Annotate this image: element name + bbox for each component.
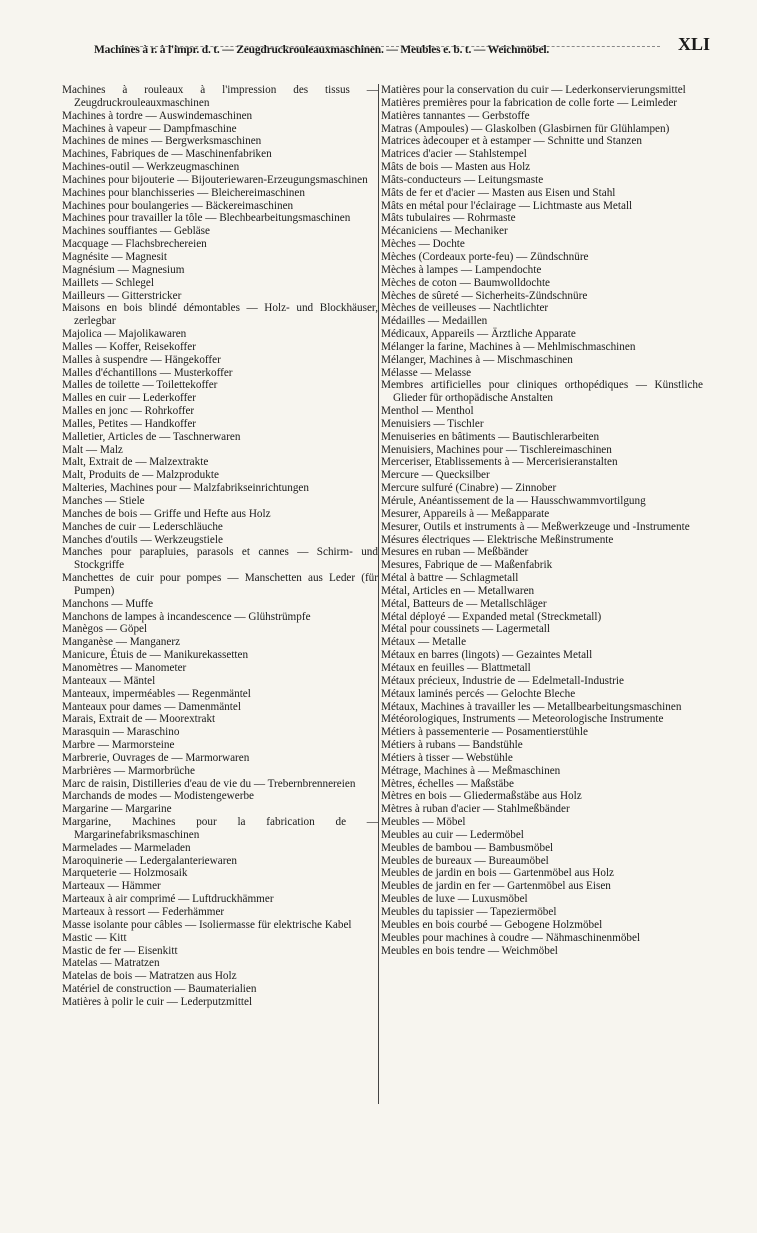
index-entry: Mèches — Dochte [381,238,465,251]
index-entry: Manches — Stiele [62,495,145,507]
index-entry: Manteaux — Mäntel [62,674,156,687]
index-entry: Mésures électriques — Elektrische Meßinstrumente [381,533,614,546]
index-entry: Marc de raisin, Distilleries d'eau de vie du — Trebernbrennereien [62,777,356,790]
index-entry: Marqueterie — Holzmosaik [62,867,188,880]
index-entry: Mesures en ruban — Meßbänder [381,546,529,559]
index-entry: Matras (Ampoules) — Glaskolben (Glasbirnen für Glühlampen) [381,122,670,135]
index-entry: Mâts en métal pour l'éclairage — Lichtmaste aus Metall [381,199,633,212]
index-entry: Mailleurs — Gitterstricker [62,289,182,302]
index-entry: Mâts de fer et d'acier — Masten aus Eisen und Stahl [381,186,616,199]
index-entry: Maillets — Schlegel [62,276,154,289]
index-entry: Macquage — Flachsbrechereien [62,238,207,251]
index-entry: Masse isolante pour câbles — Isoliermasse für elektrische Kabel [62,918,352,931]
index-entry: Matières pour la conservation du cuir — Lederkonservierungsmittel [381,84,686,96]
index-entry: Mesurer, Appareils à — Meßapparate [381,507,550,520]
index-entry: Manches de cuir — Lederschläuche [62,520,223,533]
index-entry: Manègos — Göpel [62,623,148,636]
index-entry: Machines pour boulangeries — Bäckereimaschinen [62,199,294,212]
index-entry: Médicaux, Appareils — Ärztliche Apparate [381,328,576,341]
index-entry: Maroquinerie — Ledergalanteriewaren [62,854,237,867]
index-entry: Menuisiers — Tischler [381,417,484,430]
index-entry: Marchands de modes — Modistengewerbe [62,790,255,803]
index-entry: Magnésium — Magnesium [62,263,185,276]
column-divider [378,84,379,1104]
index-entry: Malles à suspendre — Hängekoffer [62,353,221,366]
index-entry: Mèches à lampes — Lampendochte [381,263,542,276]
index-entry: Métrage, Machines à — Meßmaschinen [381,764,561,777]
index-entry: Mâts de bois — Masten aus Holz [381,161,531,174]
index-entry: Marteaux à ressort — Federhämmer [62,906,225,918]
index-entry: Mérule, Anéantissement de la — Hausschwammvortilgung [381,495,646,507]
index-entry: Marais, Extrait de — Moorextrakt [62,713,216,726]
index-entry: Manicure, Étuis de — Manikurekassetten [62,649,249,662]
index-entry: Machines de mines — Bergwerksmaschinen [62,135,262,148]
index-entry: Manches pour parapluies, parasols et cannes — Schirm- und Stockgriffe [62,546,378,572]
index-entry: Machines pour bijouterie — Bijouteriewaren-Erzeugungsmaschinen [62,173,368,186]
index-entry: Matériel de construction — Baumaterialien [62,983,257,996]
index-entry: Métaux, Machines à travailler les — Metallbearbeitungsmaschinen [381,700,682,713]
index-entry: Meubles au cuir — Ledermöbel [381,828,524,841]
index-entry: Mastic de fer — Eisenkitt [62,944,178,957]
index-entry: Mastic — Kitt [62,931,127,944]
index-entry: Mèches (Cordeaux porte-feu) — Zündschnüre [381,250,589,263]
right-column [381,84,703,957]
index-entry: Meubles pour machines à coudre — Nähmaschinenmöbel [381,931,641,944]
index-entry: Machines, Fabriques de — Maschinenfabriken [62,148,272,161]
index-entry: Mètres à ruban d'acier — Stahlmeßbänder [381,803,570,816]
index-entry: Métaux en barres (lingots) — Gezaintes Metall [381,649,593,662]
index-entry: Métal pour coussinets — Lagermetall [381,623,551,636]
index-entry: Menuisiers, Machines pour — Tischlereimaschinen [381,443,612,456]
index-entry: Mâts-conducteurs — Leitungsmaste [381,173,544,186]
index-entry: Manomètres — Manometer [62,661,187,674]
index-entry: Matelas — Matratzen [62,957,160,970]
index-entry: Meubles de luxe — Luxusmöbel [381,893,528,906]
index-entry: Meubles de bureaux — Bureaumöbel [381,854,549,867]
index-entry: Malletier, Articles de — Taschnerwaren [62,430,241,443]
index-entry: Malles en cuir — Lederkoffer [62,392,196,405]
index-entry: Marbre — Marmorsteine [62,739,175,752]
index-entry: Manteaux, imperméables — Regenmäntel [62,687,251,700]
index-entry: Machines-outil — Werkzeugmaschinen [62,161,240,174]
index-entry: Margarine, Machines pour la fabrication de — Margarinefabriksmaschinen [62,816,378,841]
index-entry: Malles, Petites — Handkoffer [62,417,197,430]
index-entry: Mètres en bois — Gliedermaßstäbe aus Holz [381,790,582,803]
index-entry: Manchons — Muffe [62,597,154,610]
index-entry: Mercure — Quecksilber [381,469,490,482]
index-entry: Métal, Articles en — Metallwaren [381,584,535,597]
index-entry: Menuiseries en bâtiments — Bautischlerarbeiten [381,430,600,443]
index-entry: Météorologiques, Instruments — Meteorologische Instrumente [381,713,664,726]
index-entry: Mesures, Fabrique de — Maßenfabrik [381,559,553,572]
index-entry: Métaux précieux, Industrie de — Edelmetall-Industrie [381,674,624,687]
index-entry: Majolica — Majolikawaren [62,328,187,341]
index-entry: Mesurer, Outils et instruments à — Meßwerkzeuge und -Instrumente [381,520,690,533]
index-entry: Machines pour travailler la tôle — Blechbearbeitungsmaschinen [62,212,351,225]
index-entry: Mèches de coton — Baumwolldochte [381,276,551,289]
index-entry: Manteaux pour dames — Damenmäntel [62,700,241,713]
index-entry: Métaux laminés percés — Gelochte Bleche [381,687,576,700]
index-entry: Manches de bois — Griffe und Hefte aus Holz [62,507,271,520]
index-entry: Malles en jonc — Rohrkoffer [62,405,195,418]
index-entry: Marteaux à air comprimé — Luftdruckhämmer [62,893,274,906]
index-entry: Malles de toilette — Toilettekoffer [62,379,218,392]
index-entry: Métaux en feuilles — Blattmetall [381,661,531,674]
index-entry: Matrices d'acier — Stahlstempel [381,148,527,161]
running-head: Machines à r. à l'impr. d. t. — Zeugdruckrouleauxmaschinen. — Meubles e. b. t. — Weichmöbel. [94,44,550,56]
index-entry: Mèches de veilleuses — Nachtlichter [381,302,549,315]
index-entry: Menthol — Menthol [381,405,474,418]
index-entry: Machines à vapeur — Dampfmaschine [62,122,237,135]
index-entry: Marmelades — Marmeladen [62,841,191,854]
index-entry: Matrices àdecouper et à estamper — Schnitte und Stanzen [381,135,642,148]
index-entry: Machines souffiantes — Gebläse [62,225,210,238]
index-entry: Mercure sulfuré (Cinabre) — Zinnober [381,482,557,495]
index-entry: Meubles du tapissier — Tapeziermöbel [381,906,557,918]
index-entry: Machines pour blanchisseries — Bleichereimaschinen [62,186,305,199]
index-entry: Membres artificielles pour cliniques orthopédiques — Künstliche Glieder für orthopädische Anstalten [381,379,703,405]
index-entry: Malles — Koffer, Reisekoffer [62,340,196,353]
index-entry: Marbrières — Marmorbrüche [62,764,195,777]
page-header [60,32,710,62]
index-entry: Métal déployé — Expanded metal (Streckmetall) [381,610,602,623]
index-entry: Mélanger la farine, Machines à — Mehlmischmaschinen [381,340,636,353]
index-entry: Meubles de jardin en fer — Gartenmöbel aus Eisen [381,880,611,893]
index-entry: Malt, Extrait de — Malzextrakte [62,456,209,469]
index-entry: Mèches de sûreté — Sicherheits-Zündschnüre [381,289,588,302]
index-entry: Mélanger, Machines à — Mischmaschinen [381,353,573,366]
index-entry: Mâts tubulaires — Rohrmaste [381,212,516,225]
index-entry: Manchons de lampes à incandescence — Glühstrümpfe [62,610,311,623]
index-entry: Malt — Malz [62,443,123,456]
index-entry: Métiers à passementerie — Posamentierstühle [381,726,588,739]
index-entry: Meubles en bois courbé — Gebogene Holzmöbel [381,918,603,931]
index-entry: Matières tannantes — Gerbstoffe [381,109,530,122]
index-entry: Manchettes de cuir pour pompes — Manschetten aus Leder (für Pumpen) [62,572,378,597]
left-column [62,84,378,1009]
index-entry: Meubles — Möbel [381,816,466,829]
index-entry: Marteaux — Hämmer [62,880,161,893]
index-entry: Métal, Batteurs de — Metallschläger [381,597,547,610]
index-entry: Machines à rouleaux à l'impression des tissus — Zeugdruckrouleauxmaschinen [62,84,378,109]
index-entry: Manches d'outils — Werkzeugstiele [62,533,223,546]
index-entry: Margarine — Margarine [62,803,172,816]
index-entry: Malteries, Machines pour — Malzfabrikseinrichtungen [62,482,309,495]
index-entry: Métaux — Metalle [381,636,467,649]
index-entry: Meubles de jardin en bois — Gartenmöbel aus Holz [381,867,615,880]
index-entry: Matelas de bois — Matratzen aus Holz [62,970,237,983]
page-number: XLI [677,34,710,54]
index-entry: Mécaniciens — Mechaniker [381,225,508,238]
index-entry: Maisons en bois blindé démontables — Holz- und Blockhäuser, zerlegbar [62,302,378,328]
index-entry: Mélasse — Melasse [381,366,472,379]
index-entry: Magnésite — Magnesit [62,250,168,263]
index-entry: Métal à battre — Schlagmetall [381,572,519,585]
index-entry: Merceriser, Etablissements à — Mercerisieranstalten [381,456,618,469]
index-entry: Malles d'échantillons — Musterkoffer [62,366,233,379]
index-entry: Meubles de bambou — Bambusmöbel [381,841,554,854]
index-entry: Matières premières pour la fabrication de colle forte — Leimleder [381,96,678,109]
index-entry: Métiers à tisser — Webstühle [381,751,513,764]
index-entry: Malt, Produits de — Malzprodukte [62,469,219,482]
index-entry: Machines à tordre — Auswindemaschinen [62,109,253,122]
index-entry: Matières à polir le cuir — Lederputzmittel [62,995,253,1008]
index-entry: Médailles — Medaillen [381,315,488,328]
index-entry: Meubles en bois tendre — Weichmöbel [381,944,558,957]
index-entry: Marbrerie, Ouvrages de — Marmorwaren [62,751,250,764]
index-entry: Marasquin — Maraschino [62,726,180,739]
index-entry: Manganèse — Manganerz [62,636,181,649]
index-entry: Métiers à rubans — Bandstühle [381,739,523,752]
index-entry: Mètres, échelles — Maßstäbe [381,777,514,790]
